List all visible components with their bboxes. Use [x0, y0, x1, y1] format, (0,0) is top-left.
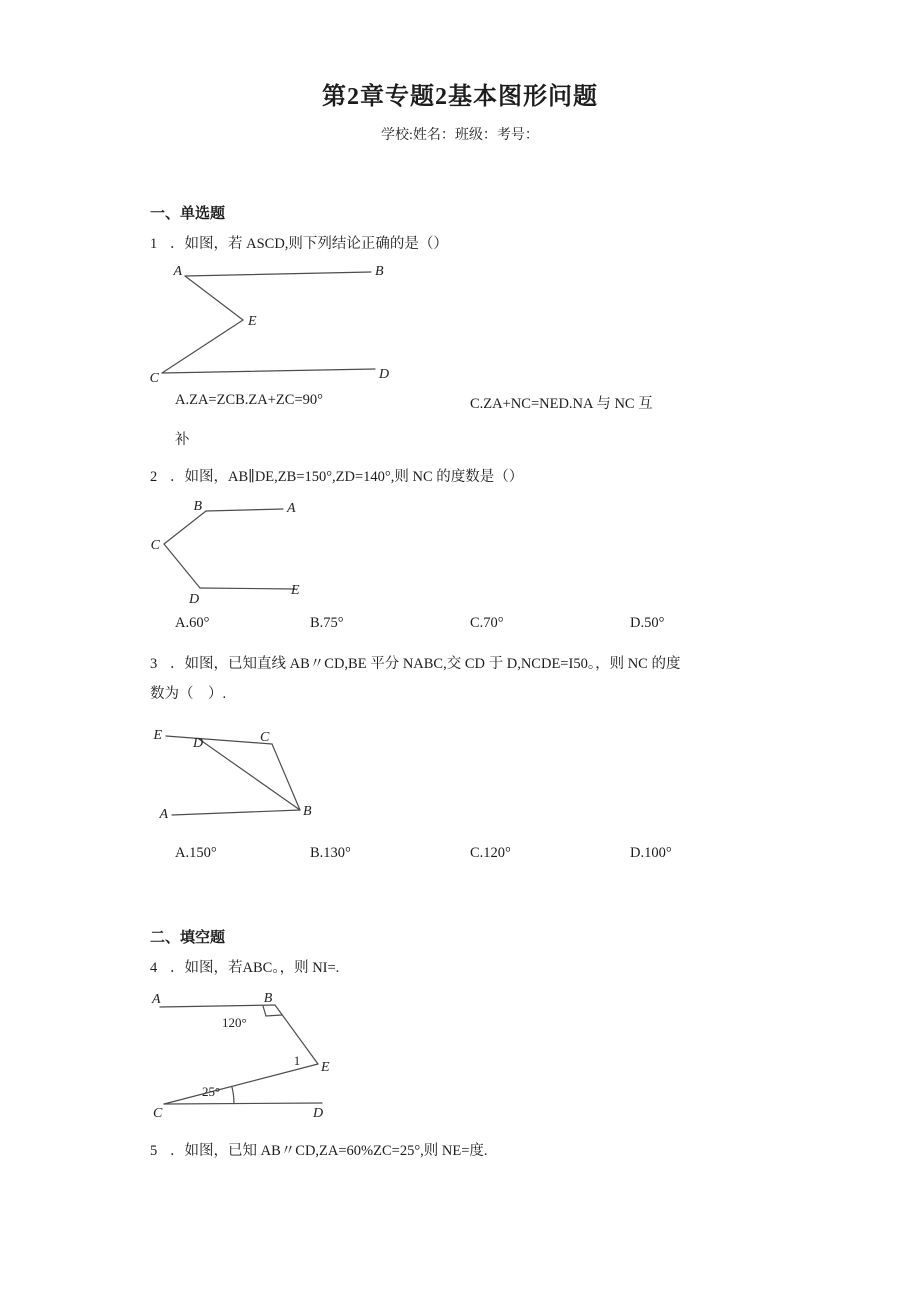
segment-ec — [164, 1064, 318, 1104]
segment-bc — [164, 511, 206, 544]
vertex-label-a: A — [159, 807, 168, 822]
question-4-text: ．如图，若ABC。，则 NI=. — [170, 960, 340, 976]
q1-options-cd: C.ZA+NC=NED.NA 与 NC 互 — [470, 396, 653, 412]
question-3-text: ．如图，已知直线 AB〃CD,BE 平分 NABC,交 CD 于 D,NCDE=I50。，则 NC 的度 — [170, 656, 681, 672]
q2-option-c: C.70° — [470, 615, 504, 631]
student-info-line: 学校:姓名：班级：考号： — [381, 128, 539, 143]
question-4-number: 4 — [150, 960, 158, 976]
angle-value-25: 25° — [202, 1084, 221, 1099]
segment-cd — [162, 369, 375, 373]
question-4 — [150, 956, 339, 977]
q2-option-d: D.50° — [630, 615, 665, 631]
question-1-number: 1 — [150, 236, 158, 252]
segment-cd — [164, 544, 200, 588]
segment-cd — [164, 1103, 322, 1104]
question-3-text-line2: 数为（ ）. — [150, 686, 227, 702]
angle-arc-c — [232, 1086, 234, 1103]
q1-options-continuation: 补 — [175, 432, 190, 448]
segment-ab — [185, 272, 371, 276]
vertex-label-b: B — [263, 991, 273, 1006]
question-2-number: 2 — [150, 469, 158, 485]
vertex-label-c: C — [150, 538, 160, 553]
figure-q4-svg — [150, 991, 338, 1121]
segment-ba — [206, 509, 283, 511]
figure-q3-svg — [148, 722, 326, 826]
question-5-text: ．如图，已知 AB〃CD,ZA=60%ZC=25°,则 NE=度. — [170, 1143, 488, 1159]
q2-option-b: B.75° — [310, 615, 344, 631]
q3-option-b: B.130° — [310, 845, 351, 861]
question-1 — [150, 232, 448, 253]
vertex-label-b: B — [193, 499, 202, 514]
angle-value-120: 120° — [222, 1015, 247, 1030]
vertex-label-b: B — [375, 264, 384, 279]
figure-q1 — [148, 258, 393, 388]
vertex-label-e: E — [248, 314, 257, 329]
segment-ab — [172, 810, 300, 815]
q3-option-a: A.150° — [175, 845, 217, 861]
figure-q3 — [148, 722, 326, 826]
question-1-text: ．如图，若 ASCD,则下列结论正确的是（） — [170, 236, 448, 252]
segment-ab — [160, 1005, 275, 1007]
vertex-label-d: D — [379, 367, 390, 382]
vertex-label-a: A — [287, 501, 296, 516]
angle-label-1: 1 — [293, 1053, 301, 1068]
question-2 — [150, 465, 523, 486]
q3-option-d: D.100° — [630, 845, 672, 861]
vertex-label-c: C — [153, 1106, 163, 1121]
segment-ae — [185, 276, 243, 320]
vertex-label-d: D — [313, 1106, 324, 1121]
question-2-text: ．如图，AB∥DE,ZB=150°,ZD=140°,则 NC 的度数是（） — [170, 469, 524, 485]
vertex-label-c: C — [149, 371, 159, 386]
segment-edc — [166, 736, 272, 744]
q1-options-ab: A.ZA=ZCB.ZA+ZC=90° — [175, 392, 323, 408]
vertex-label-e: E — [153, 728, 162, 743]
vertex-label-a: A — [173, 264, 182, 279]
vertex-label-a: A — [152, 992, 161, 1007]
vertex-label-d: D — [192, 736, 204, 751]
q2-option-a: A.60° — [175, 615, 210, 631]
question-3-number: 3 — [150, 656, 158, 672]
q3-option-c: C.120° — [470, 845, 511, 861]
question-5-number: 5 — [150, 1143, 158, 1159]
question-5 — [150, 1139, 488, 1160]
segment-ec — [162, 320, 243, 373]
section-title-fill-blank: 二、填空题 — [150, 930, 226, 946]
vertex-label-b: B — [303, 804, 312, 819]
figure-q1-svg — [148, 258, 393, 388]
figure-q2-svg — [150, 498, 315, 610]
vertex-label-d: D — [188, 592, 200, 607]
question-3 — [150, 652, 680, 673]
vertex-label-e: E — [321, 1060, 330, 1075]
figure-q4 — [150, 991, 338, 1121]
vertex-label-e: E — [291, 583, 300, 598]
vertex-label-c: C — [260, 730, 270, 745]
figure-q2 — [150, 498, 315, 610]
segment-de — [200, 588, 295, 589]
section-title-single-choice: 一、单选题 — [150, 206, 226, 222]
page-title: 第2章专题2基本图形问题 — [322, 84, 598, 110]
